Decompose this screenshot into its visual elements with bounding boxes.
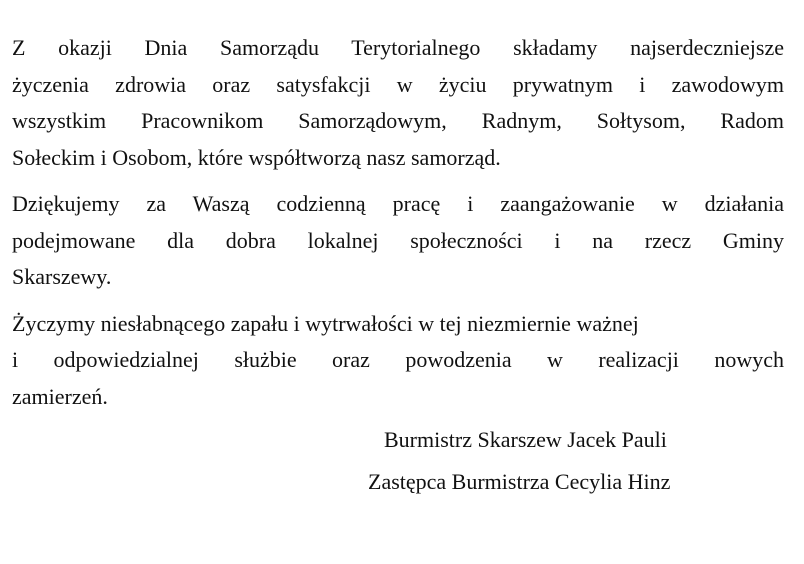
paragraph-line: wszystkim Pracownikom Samorządowym, Radnym, Sołtysom, Radom	[12, 108, 784, 133]
paragraph-greeting	[12, 30, 784, 176]
paragraph-line: Sołeckim i Osobom, które współtworzą nasz samorząd.	[12, 144, 501, 170]
paragraph-line: zamierzeń.	[12, 383, 108, 409]
paragraph-line: i odpowiedzialnej służbie oraz powodzenia w realizacji nowych	[12, 347, 784, 372]
paragraph-line: Dziękujemy za Waszą codzienną pracę i zaangażowanie w działania	[12, 191, 784, 216]
signature-mayor: Burmistrz Skarszew Jacek Pauli	[384, 427, 667, 452]
paragraph-line: podejmowane dla dobra lokalnej społeczności i na rzecz Gminy	[12, 227, 784, 253]
paragraph-thanks	[12, 186, 784, 296]
paragraph-line: życzenia zdrowia oraz satysfakcji w życiu prywatnym i zawodowym	[12, 71, 784, 97]
signature-deputy: Zastępca Burmistrza Cecylia Hinz	[368, 469, 671, 494]
signature-block	[12, 422, 784, 506]
paragraph-line: Życzymy niesłabnącego zapału i wytrwałości w tej niezmiernie ważnej	[12, 310, 639, 336]
paragraph-line: Skarszewy.	[12, 264, 112, 289]
paragraph-wishes	[12, 306, 784, 416]
letter-body	[12, 30, 784, 494]
paragraph-line: Z okazji Dnia Samorządu Terytorialnego składamy najserdeczniejsze	[12, 35, 784, 60]
